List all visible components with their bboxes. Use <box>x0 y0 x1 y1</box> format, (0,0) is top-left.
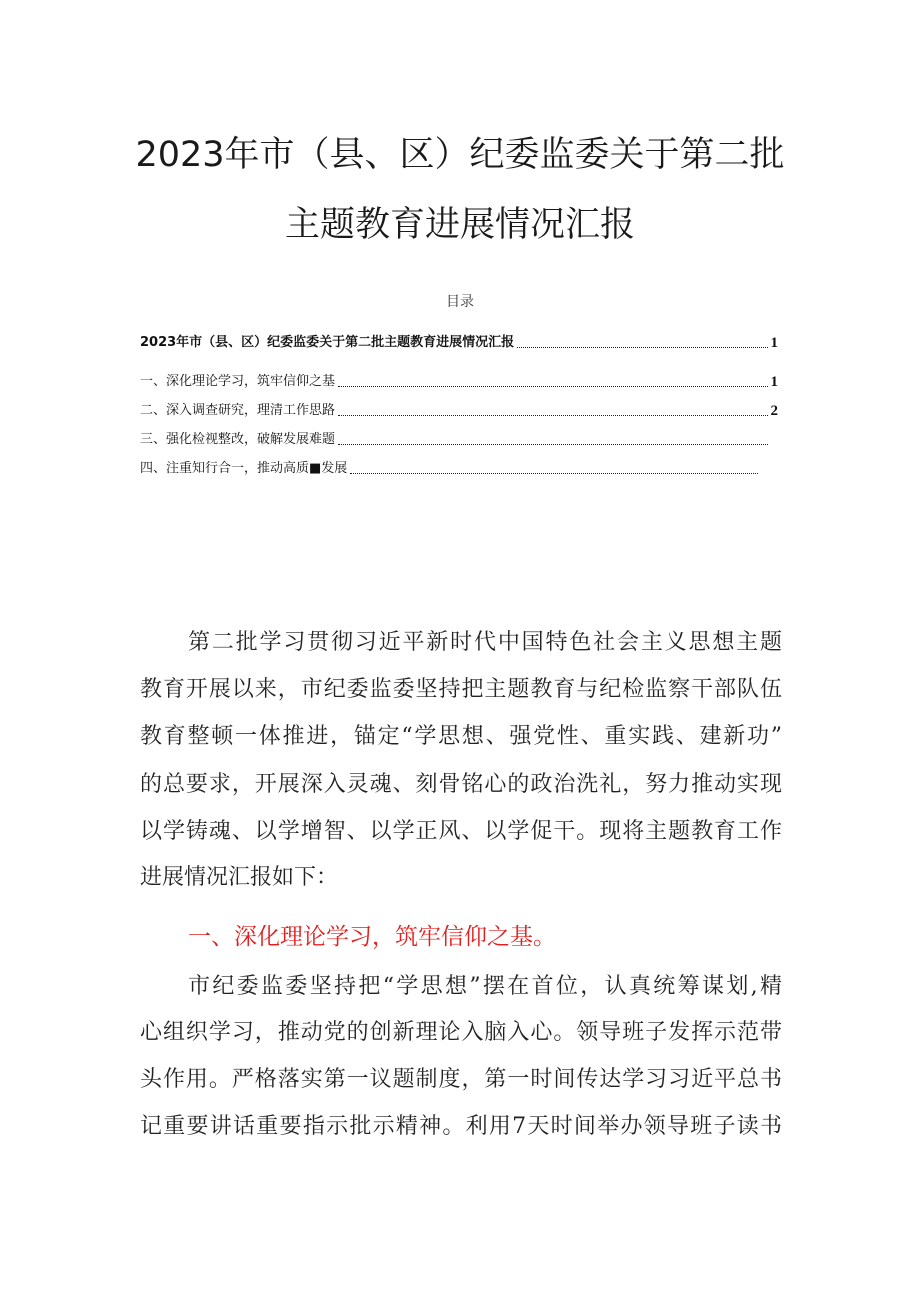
document-title-line-1: 2023年市（县、区）纪委监委关于第二批 <box>135 135 785 175</box>
toc-entry[interactable] <box>140 402 778 420</box>
body-line: 进展情况汇报如下： <box>140 865 339 890</box>
body-line: 教育开展以来，市纪委监委坚持把主题教育与纪检监察干部队伍 <box>140 677 782 702</box>
toc-leader <box>517 346 768 348</box>
toc-entry[interactable] <box>140 334 778 352</box>
toc-leader <box>350 472 758 474</box>
toc-heading: 目录 <box>446 294 474 310</box>
body-line: 头作用。严格落实第一议题制度，第一时间传达学习习近平总书 <box>140 1067 782 1092</box>
body-line: 以学铸魂、以学增智、以学正风、以学促干。现将主题教育工作 <box>140 819 782 844</box>
toc-leader <box>338 385 768 387</box>
body-line: 心组织学习，推动党的创新理论入脑入心。领导班子发挥示范带 <box>140 1020 782 1045</box>
toc-leader <box>338 414 768 416</box>
toc-leader <box>338 443 768 445</box>
body-line: 记重要讲话重要指示批示精神。利用7天时间举办领导班子读书 <box>140 1114 782 1139</box>
toc-page: 2 <box>770 403 778 419</box>
toc-page: 1 <box>770 335 778 351</box>
section-heading: 一、深化理论学习，筑牢信仰之基。 <box>188 924 556 950</box>
document-title-line-2: 主题教育进展情况汇报 <box>284 205 635 245</box>
toc-entry-text: 二、深入调查研究，理清工作思路 <box>140 403 336 418</box>
toc-entry-text: 三、强化检视整改，破解发展难题 <box>140 432 336 447</box>
body-line: 第二批学习贯彻习近平新时代中国特色社会主义思想主题 <box>188 630 782 655</box>
toc-entry[interactable] <box>140 431 778 449</box>
body-line: 教育整顿一体推进，锚定“学思想、强党性、重实践、建新功” <box>140 724 782 749</box>
toc-entry[interactable] <box>140 460 768 478</box>
toc-entry-text: 2023年市（县、区）纪委监委关于第二批主题教育进展情况汇报 <box>140 335 515 350</box>
body-line: 市纪委监委坚持把“学思想”摆在首位，认真统筹谋划,精 <box>188 974 782 999</box>
toc-entry[interactable] <box>140 373 778 391</box>
body-line: 的总要求，开展深入灵魂、刻骨铭心的政治洗礼，努力推动实现 <box>140 772 782 797</box>
toc-entry-text: 一、深化理论学习，筑牢信仰之基 <box>140 374 336 389</box>
toc-page: 1 <box>770 374 778 390</box>
toc-entry-text: 四、注重知行合一，推动高质■发展 <box>140 461 348 476</box>
